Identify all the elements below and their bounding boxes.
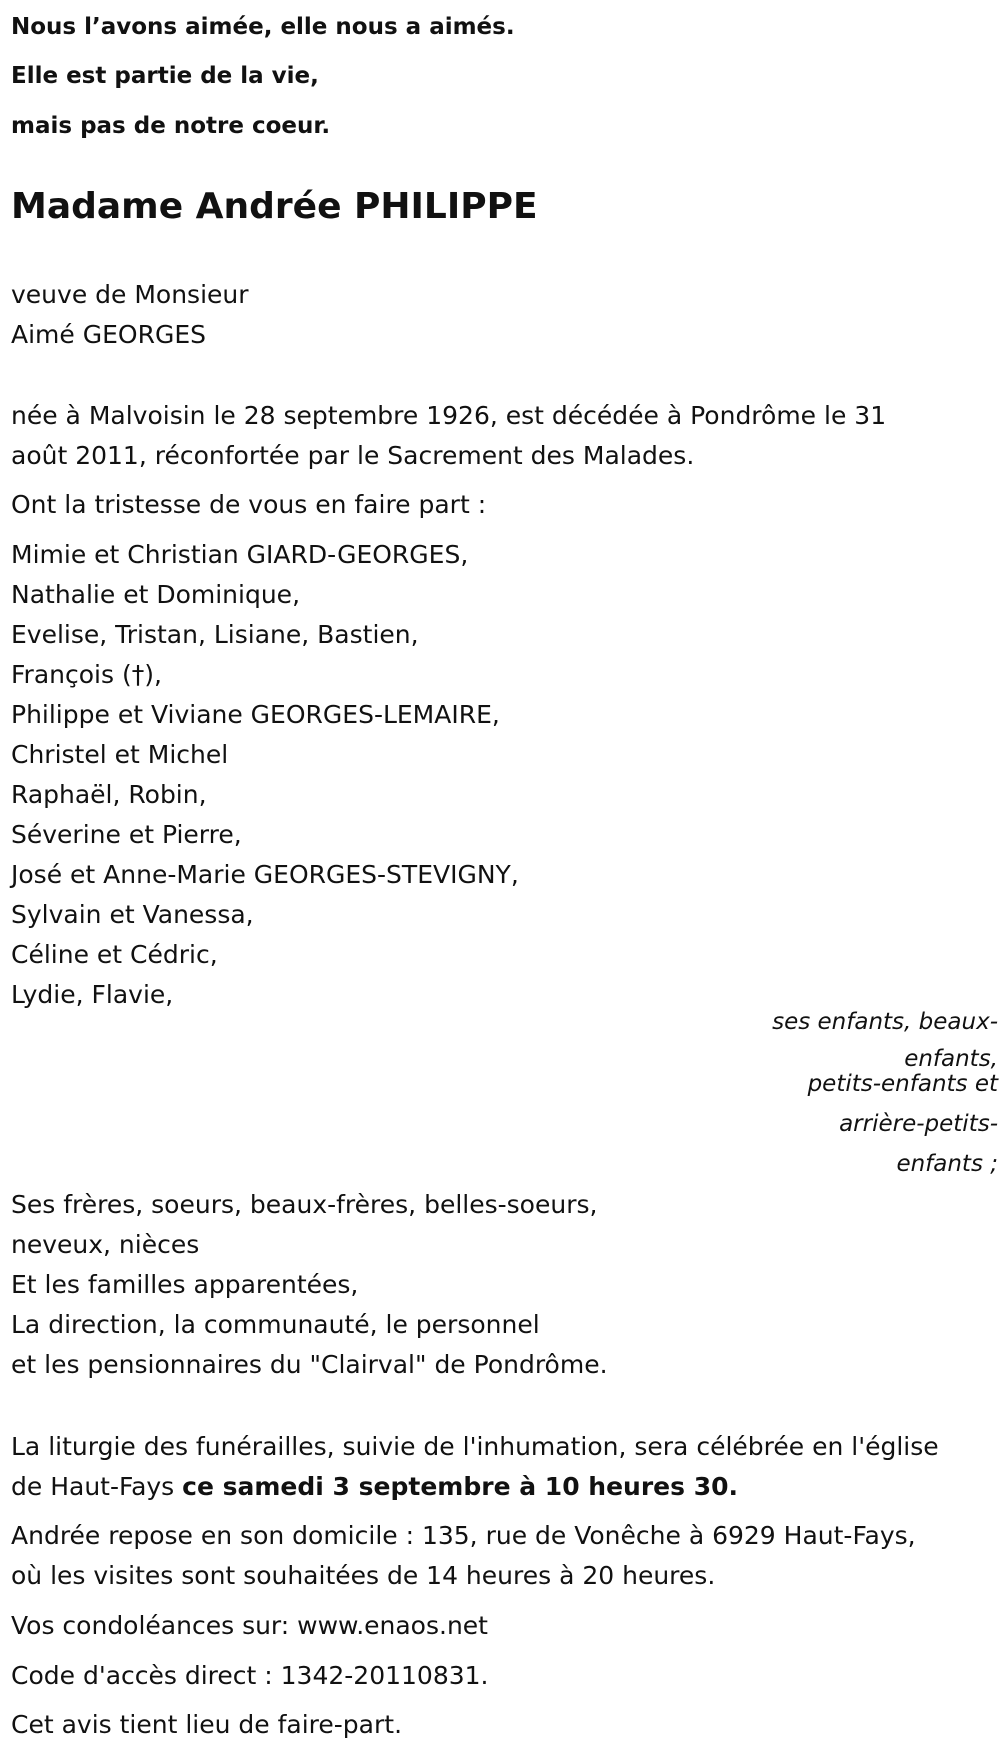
family-item: Séverine et Pierre, (11, 820, 242, 849)
spouse-name: Aimé GEORGES (11, 320, 206, 349)
family-item: Nathalie et Dominique, (11, 580, 301, 609)
family-role-line: ses enfants, beaux- (772, 1009, 998, 1035)
family-item: José et Anne-Marie GEORGES-STEVIGNY, (11, 860, 519, 889)
family-item: Lydie, Flavie, (11, 980, 174, 1009)
funeral-datetime: ce samedi 3 septembre à 10 heures 30. (182, 1472, 739, 1501)
motto-line: Elle est partie de la vie, (11, 63, 319, 89)
family-item: Christel et Michel (11, 740, 229, 769)
family-role-line: petits-enfants et (807, 1071, 998, 1097)
relatives-line: Et les familles apparentées, (11, 1270, 359, 1299)
funeral-date-line (11, 1472, 738, 1502)
birth-death-line: août 2011, réconfortée par le Sacrement des Malades. (11, 441, 695, 470)
closing-line: Cet avis tient lieu de faire-part. (11, 1710, 403, 1739)
family-item: Sylvain et Vanessa, (11, 900, 254, 929)
birth-death-line: née à Malvoisin le 28 septembre 1926, est décédée à Pondrôme le 31 (11, 401, 887, 430)
relatives-line: Ses frères, soeurs, beaux-frères, belles-soeurs, (11, 1190, 598, 1219)
family-role-line: arrière-petits- (839, 1111, 998, 1137)
deceased-name-title: Madame Andrée PHILIPPE (11, 186, 538, 227)
family-item: Mimie et Christian GIARD-GEORGES, (11, 540, 469, 569)
motto-line: Nous l’avons aimée, elle nous a aimés. (11, 14, 515, 40)
relatives-line: et les pensionnaires du "Clairval" de Pondrôme. (11, 1350, 608, 1379)
announce-intro: Ont la tristesse de vous en faire part : (11, 490, 487, 519)
relatives-line: neveux, nièces (11, 1230, 200, 1259)
family-item: Céline et Cédric, (11, 940, 218, 969)
visit-line: où les visites sont souhaitées de 14 heures à 20 heures. (11, 1561, 716, 1590)
relatives-line: La direction, la communauté, le personnel (11, 1310, 540, 1339)
family-item: Philippe et Viviane GEORGES-LEMAIRE, (11, 700, 500, 729)
access-code-line: Code d'accès direct : 1342-20110831. (11, 1661, 489, 1690)
condolences-line: Vos condoléances sur: www.enaos.net (11, 1611, 488, 1640)
spouse-line: veuve de Monsieur (11, 280, 249, 309)
motto-line: mais pas de notre coeur. (11, 113, 331, 139)
funeral-line: La liturgie des funérailles, suivie de l'inhumation, sera célébrée en l'église (11, 1432, 939, 1461)
family-item: François (†), (11, 660, 162, 689)
family-item: Evelise, Tristan, Lisiane, Bastien, (11, 620, 419, 649)
family-item: Raphaël, Robin, (11, 780, 207, 809)
family-role-line: enfants ; (896, 1151, 998, 1177)
funeral-place: de Haut-Fays (11, 1472, 183, 1501)
visit-line: Andrée repose en son domicile : 135, rue de Vonêche à 6929 Haut-Fays, (11, 1521, 916, 1550)
family-role-line: enfants, (904, 1046, 998, 1072)
